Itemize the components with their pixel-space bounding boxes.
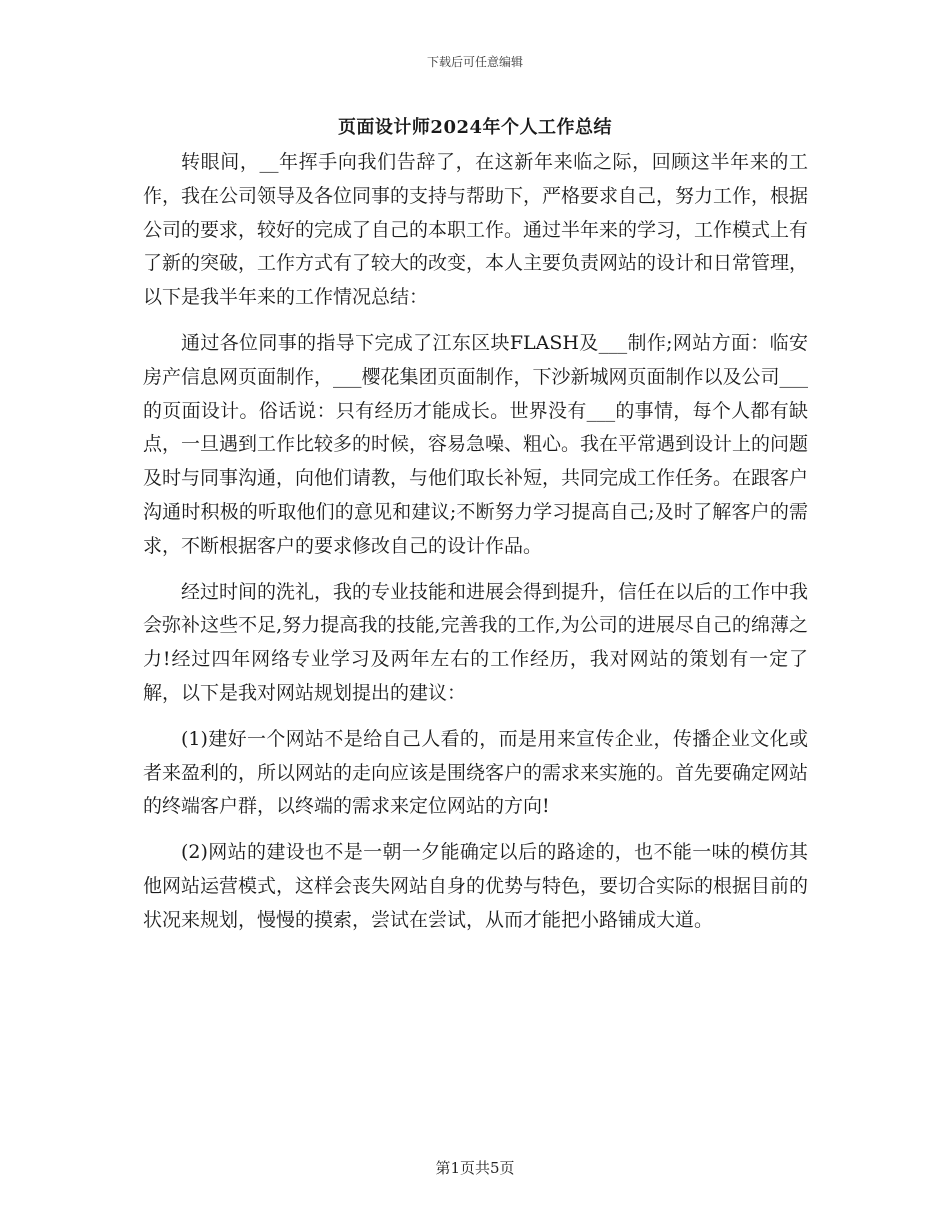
paragraph: 通过各位同事的指导下完成了江东区块FLASH及___制作;网站方面：临安房产信息网页面制作，___樱花集团页面制作，下沙新城网页面制作以及公司___的页面设计。俗话说：只有经历才能成长。世界没有___的事情，每个人都有缺点，一旦遇到工作比较多的时候，容易急噪、粗心。我在平常遇到设计上的问题及时与同事沟通，向他们请教，与他们取长补短，共同完成工作任务。在跟客户沟通时积极的听取他们的意见和建议;不断努力学习提高自己;及时了解客户的需求，不断根据客户的要求修改自己的设计作品。 [143, 331, 809, 557]
page-number: 第1页共5页 [435, 1159, 515, 1177]
document-body [143, 146, 808, 950]
header-note: 下载后可任意编辑 [426, 55, 523, 69]
paragraph: (1)建好一个网站不是给自己人看的，而是用来宣传企业，传播企业文化或者来盈利的，所以网站的走向应该是围绕客户的需求来实施的。首先要确定网站的终端客户群，以终端的需求来定位网站的方向! [143, 727, 809, 818]
paragraph: (2)网站的建设也不是一朝一夕能确定以后的路途的，也不能一味的模仿其他网站运营模式，这样会丧失网站自身的优势与特色，要切合实际的根据目前的状况来规划，慢慢的摸索，尝试在尝试，从而才能把小路铺成大道。 [143, 841, 809, 931]
document-title: 页面设计师2024年个人工作总结 [337, 117, 613, 138]
paragraph: 经过时间的洗礼，我的专业技能和进展会得到提升，信任在以后的工作中我会弥补这些不足,努力提高我的技能,完善我的工作,为公司的进展尽自己的绵薄之力!经过四年网络专业学习及两年左右的工作经历，我对网站的策划有一定了解，以下是我对网站规划提出的建议： [143, 580, 809, 704]
paragraph: 转眼间，__年挥手向我们告辞了，在这新年来临之际，回顾这半年来的工作，我在公司领导及各位同事的支持与帮助下，严格要求自己，努力工作，根据公司的要求，较好的完成了自己的本职工作。通过半年来的学习，工作模式上有了新的突破，工作方式有了较大的改变，本人主要负责网站的设计和日常管理，以下是我半年来的工作情况总结： [143, 151, 809, 309]
